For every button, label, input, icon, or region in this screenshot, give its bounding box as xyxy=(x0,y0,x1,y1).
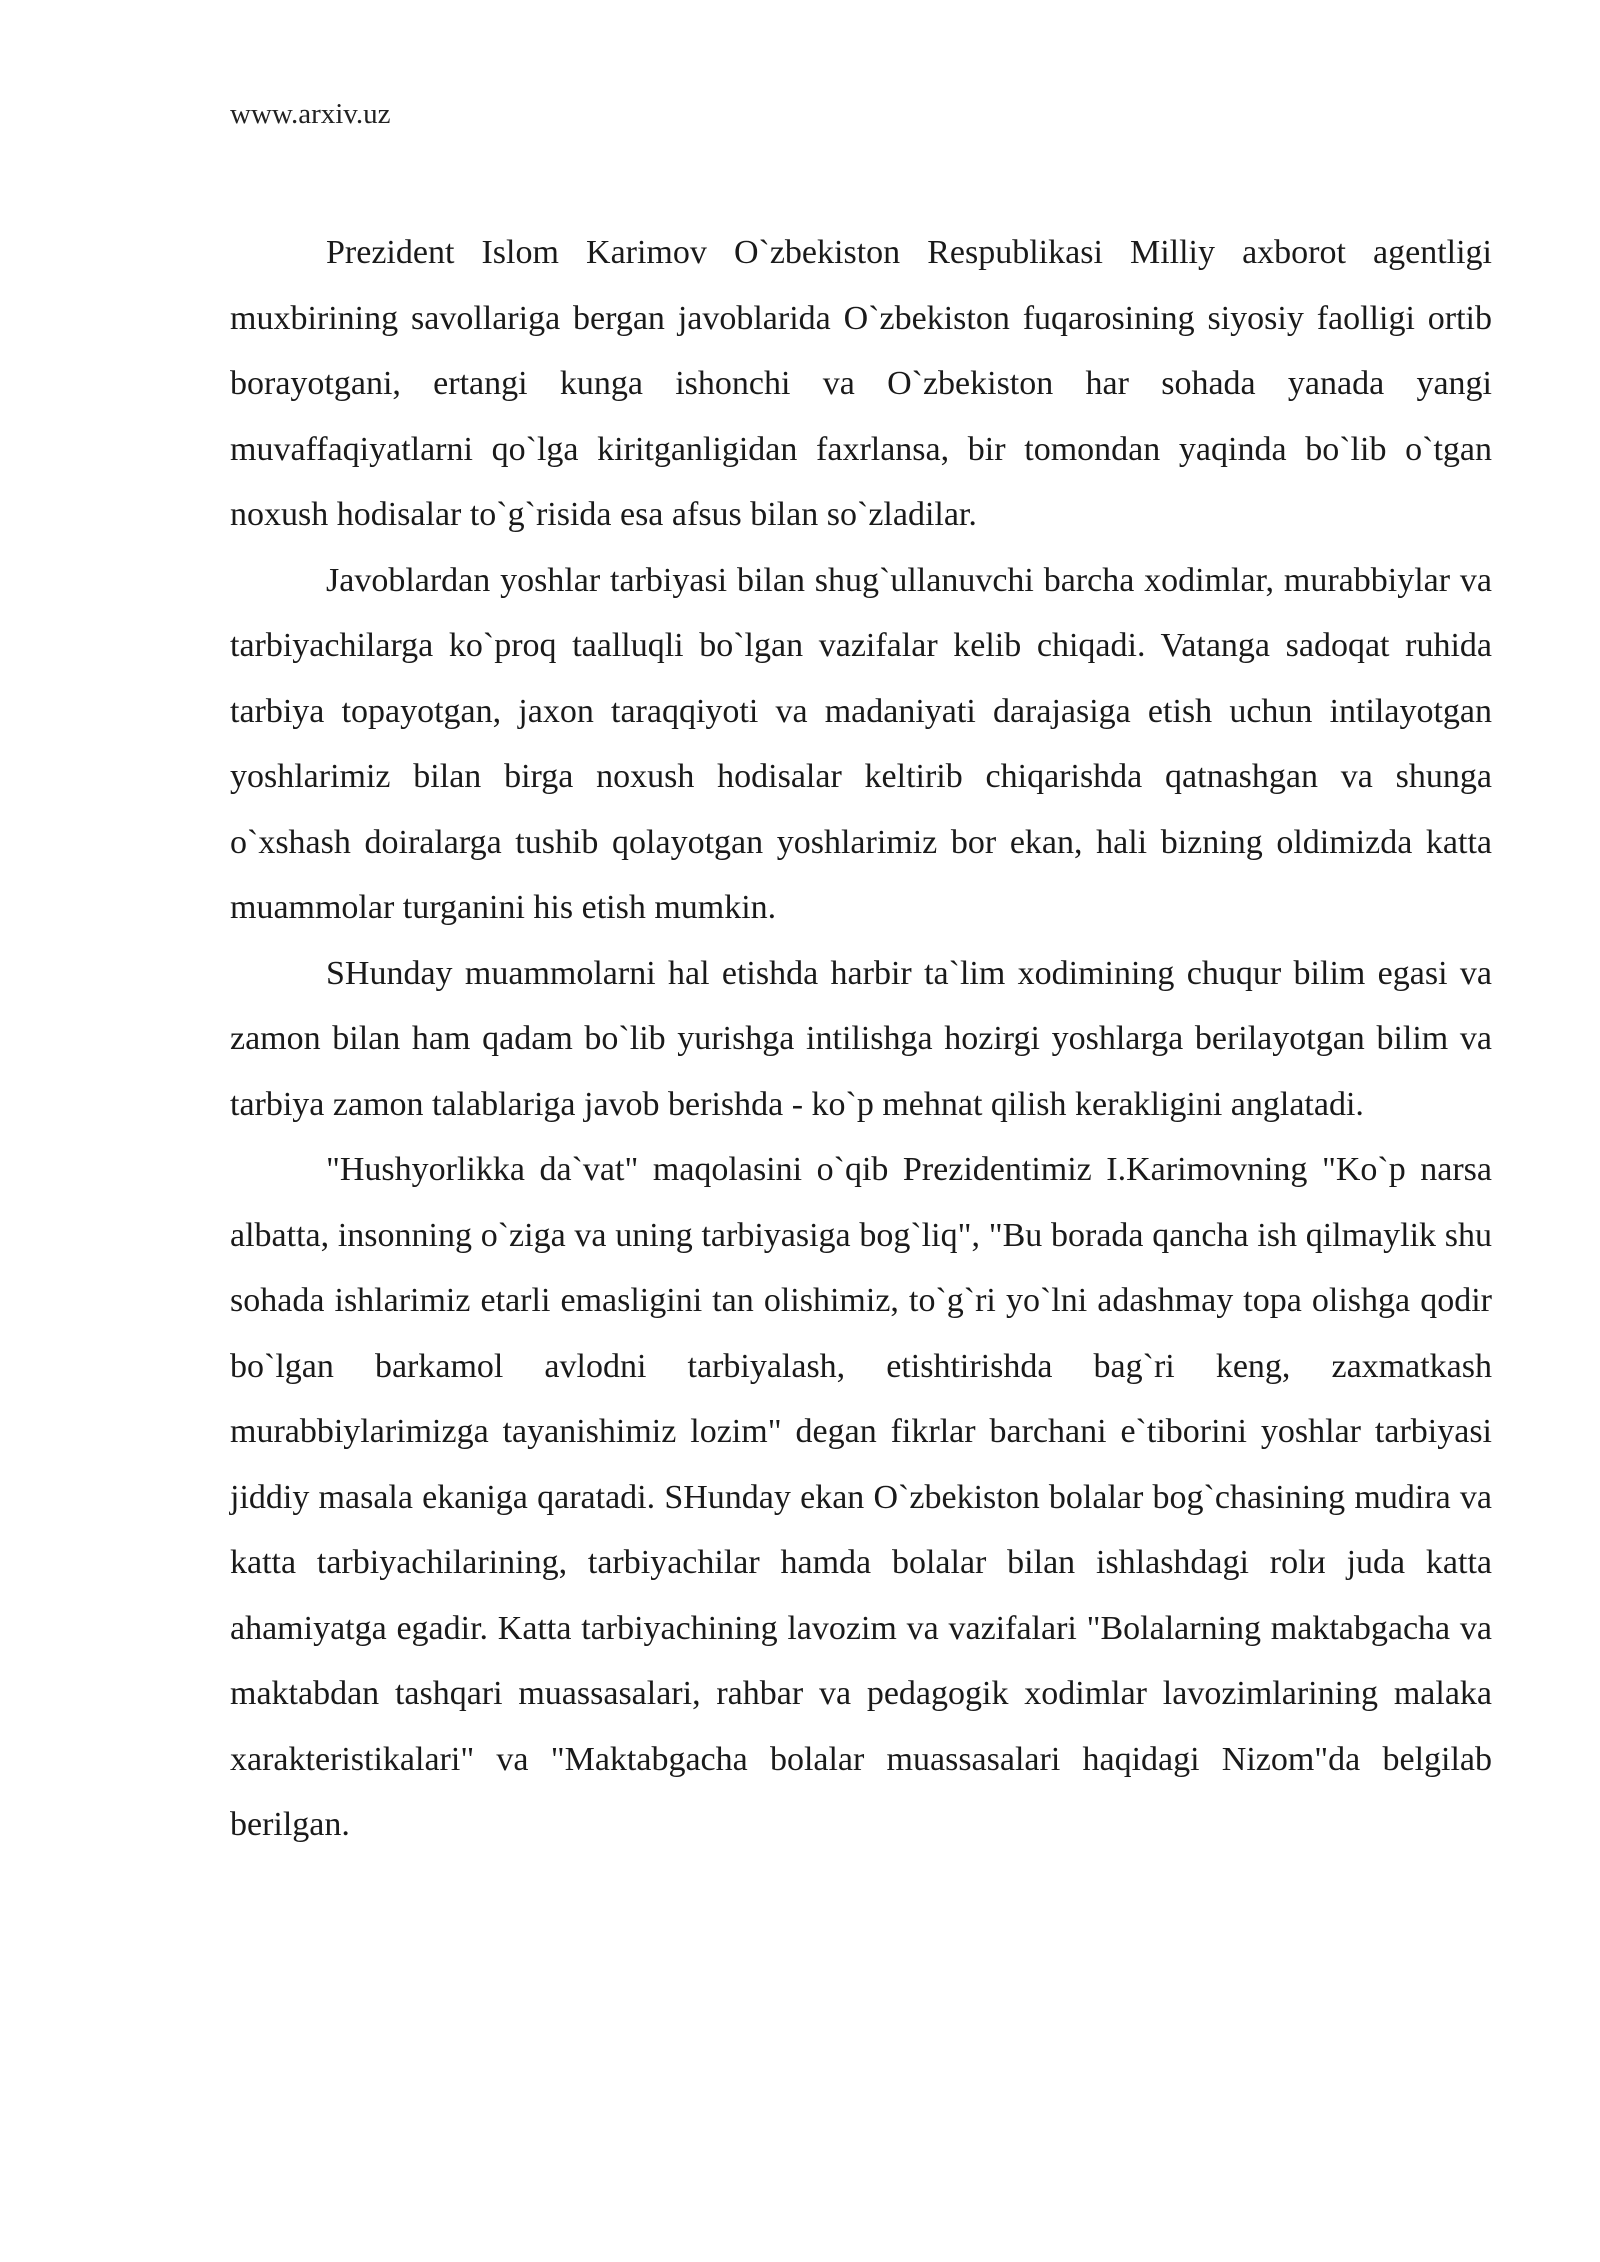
header-url: www.arxiv.uz xyxy=(230,98,391,130)
paragraph-4: "Hushyorlikka da`vat" maqolasini o`qib Prezidentimiz I.Karimovning "Ko`p narsa albatta, insonning o`ziga va uning tarbiyasiga bog`liq", "Bu borada qancha ish qilmaylik shu sohada ishlarimiz etarli emasligini tan olishimiz, to`g`ri yo`lni adashmay topa olishga qodir bo`lgan barkamol avlodni tarbiyalash, etishtirishda bag`ri keng, zaxmatkash murabbiylarimizga tayanishimiz lozim" degan fikrlar barchani e`tiborini yoshlar tarbiyasi jiddiy masala ekaniga qaratadi. SHunday ekan O`zbekiston bolalar bog`chasining mudira va katta tarbiyachilarining, tarbiyachilar hamda bolalar bilan ishlashdagi rolи juda katta ahamiyatga egadir. Katta tarbiyachining lavozim va vazifalari "Bolalarning maktabgacha va maktabdan tashqari muassasalari, rahbar va pedagogik xodimlar lavozimlarining malaka xarakteristikalari" va "Maktabgacha bolalar muassasalari haqidagi Nizom"da belgilab berilgan. xyxy=(230,1151,1492,1843)
paragraph-1: Prezident Islom Karimov O`zbekiston Respublikasi Milliy axborot agentligi muxbirining savollariga bergan javoblarida O`zbekiston fuqarosining siyosiy faolligi ortib borayotgani, ertangi kunga ishonchi va O`zbekiston har sohada yanada yangi muvaffaqiyatlarni qo`lga kiritganligidan faxrlansa, bir tomondan yaqinda bo`lib o`tgan noxush hodisalar to`g`risida esa afsus bilan so`zladilar. xyxy=(230,234,1492,533)
paragraph-3: SHunday muammolarni hal etishda harbir ta`lim xodimining chuqur bilim egasi va zamon bilan ham qadam bo`lib yurishga intilishga hozirgi yoshlarga berilayotgan bilim va tarbiya zamon talablariga javob berishda - ko`p mehnat qilish kerakligini anglatadi. xyxy=(230,954,1492,1123)
paragraph-2: Javoblardan yoshlar tarbiyasi bilan shug`ullanuvchi barcha xodimlar, murabbiylar va tarbiyachilarga ko`proq taalluqli bo`lgan vazifalar kelib chiqadi. Vatanga sadoqat ruhida tarbiya topayotgan, jaxon taraqqiyoti va madaniyati darajasiga etish uchun intilayotgan yoshlarimiz bilan birga noxush hodisalar keltirib chiqarishda qatnashgan va shunga o`xshash doiralarga tushib qolayotgan yoshlarimiz bor ekan, hali bizning oldimizda katta muammolar turganini his etish mumkin. xyxy=(230,561,1492,926)
document-body xyxy=(230,220,1492,1858)
